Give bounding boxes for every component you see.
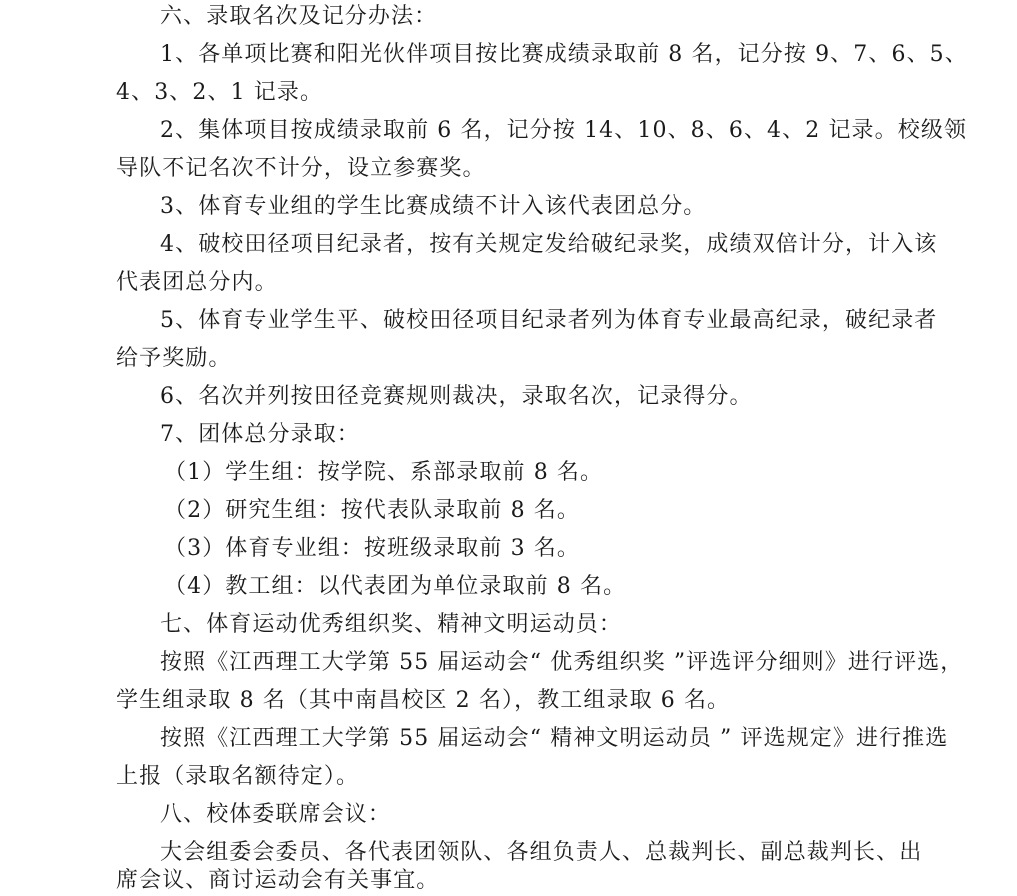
group-item-2: （2）研究生组：按代表队录取前 8 名。 (164, 498, 580, 523)
rule-item-2-cont: 导队不记名次不计分，设立参赛奖。 (116, 156, 486, 181)
rule-item-1-cont: 4、3、2、1 记录。 (116, 80, 324, 105)
group-item-1: （1）学生组：按学院、系部录取前 8 名。 (164, 460, 604, 485)
rule-item-5: 5、体育专业学生平、破校田径项目纪录者列为体育专业最高纪录，破纪录者 (160, 308, 938, 333)
award-paragraph-1: 按照《江西理工大学第 55 届运动会“ 优秀组织奖 ”评选评分细则》进行评选， (160, 650, 964, 675)
rule-item-6: 6、名次并列按田径竞赛规则裁决，录取名次，记录得分。 (160, 384, 753, 409)
meeting-paragraph: 大会组委会委员、各代表团领队、各组负责人、总裁判长、副总裁判长、出 (160, 840, 923, 865)
section-heading-6: 六、录取名次及记分办法： (160, 4, 438, 29)
rule-item-3: 3、体育专业组的学生比赛成绩不计入该代表团总分。 (160, 194, 707, 219)
award-paragraph-2-cont: 上报（录取名额待定）。 (116, 764, 360, 789)
rule-item-2: 2、集体项目按成绩录取前 6 名，记分按 14、10、8、6、4、2 记录。校级领 (160, 118, 968, 143)
award-paragraph-1-cont: 学生组录取 8 名（其中南昌校区 2 名），教工组录取 6 名。 (116, 688, 731, 713)
meeting-paragraph-cont: 席会议、商讨运动会有关事宜。 (116, 868, 440, 893)
rule-item-4-cont: 代表团总分内。 (116, 270, 278, 295)
section-heading-7: 七、体育运动优秀组织奖、精神文明运动员： (160, 612, 623, 637)
group-item-3: （3）体育专业组：按班级录取前 3 名。 (164, 536, 580, 561)
group-item-4: （4）教工组：以代表团为单位录取前 8 名。 (164, 574, 627, 599)
rule-item-1: 1、各单项比赛和阳光伙伴项目按比赛成绩录取前 8 名，记分按 9、7、6、5、 (160, 42, 968, 67)
rule-item-4: 4、破校田径项目纪录者，按有关规定发给破纪录奖，成绩双倍计分，计入该 (160, 232, 938, 257)
section-heading-8: 八、校体委联席会议： (160, 802, 392, 827)
rule-item-5-cont: 给予奖励。 (116, 346, 232, 371)
rule-item-7: 7、团体总分录取： (160, 422, 360, 447)
award-paragraph-2: 按照《江西理工大学第 55 届运动会“ 精神文明运动员 ” 评选规定》进行推选 (160, 726, 949, 751)
